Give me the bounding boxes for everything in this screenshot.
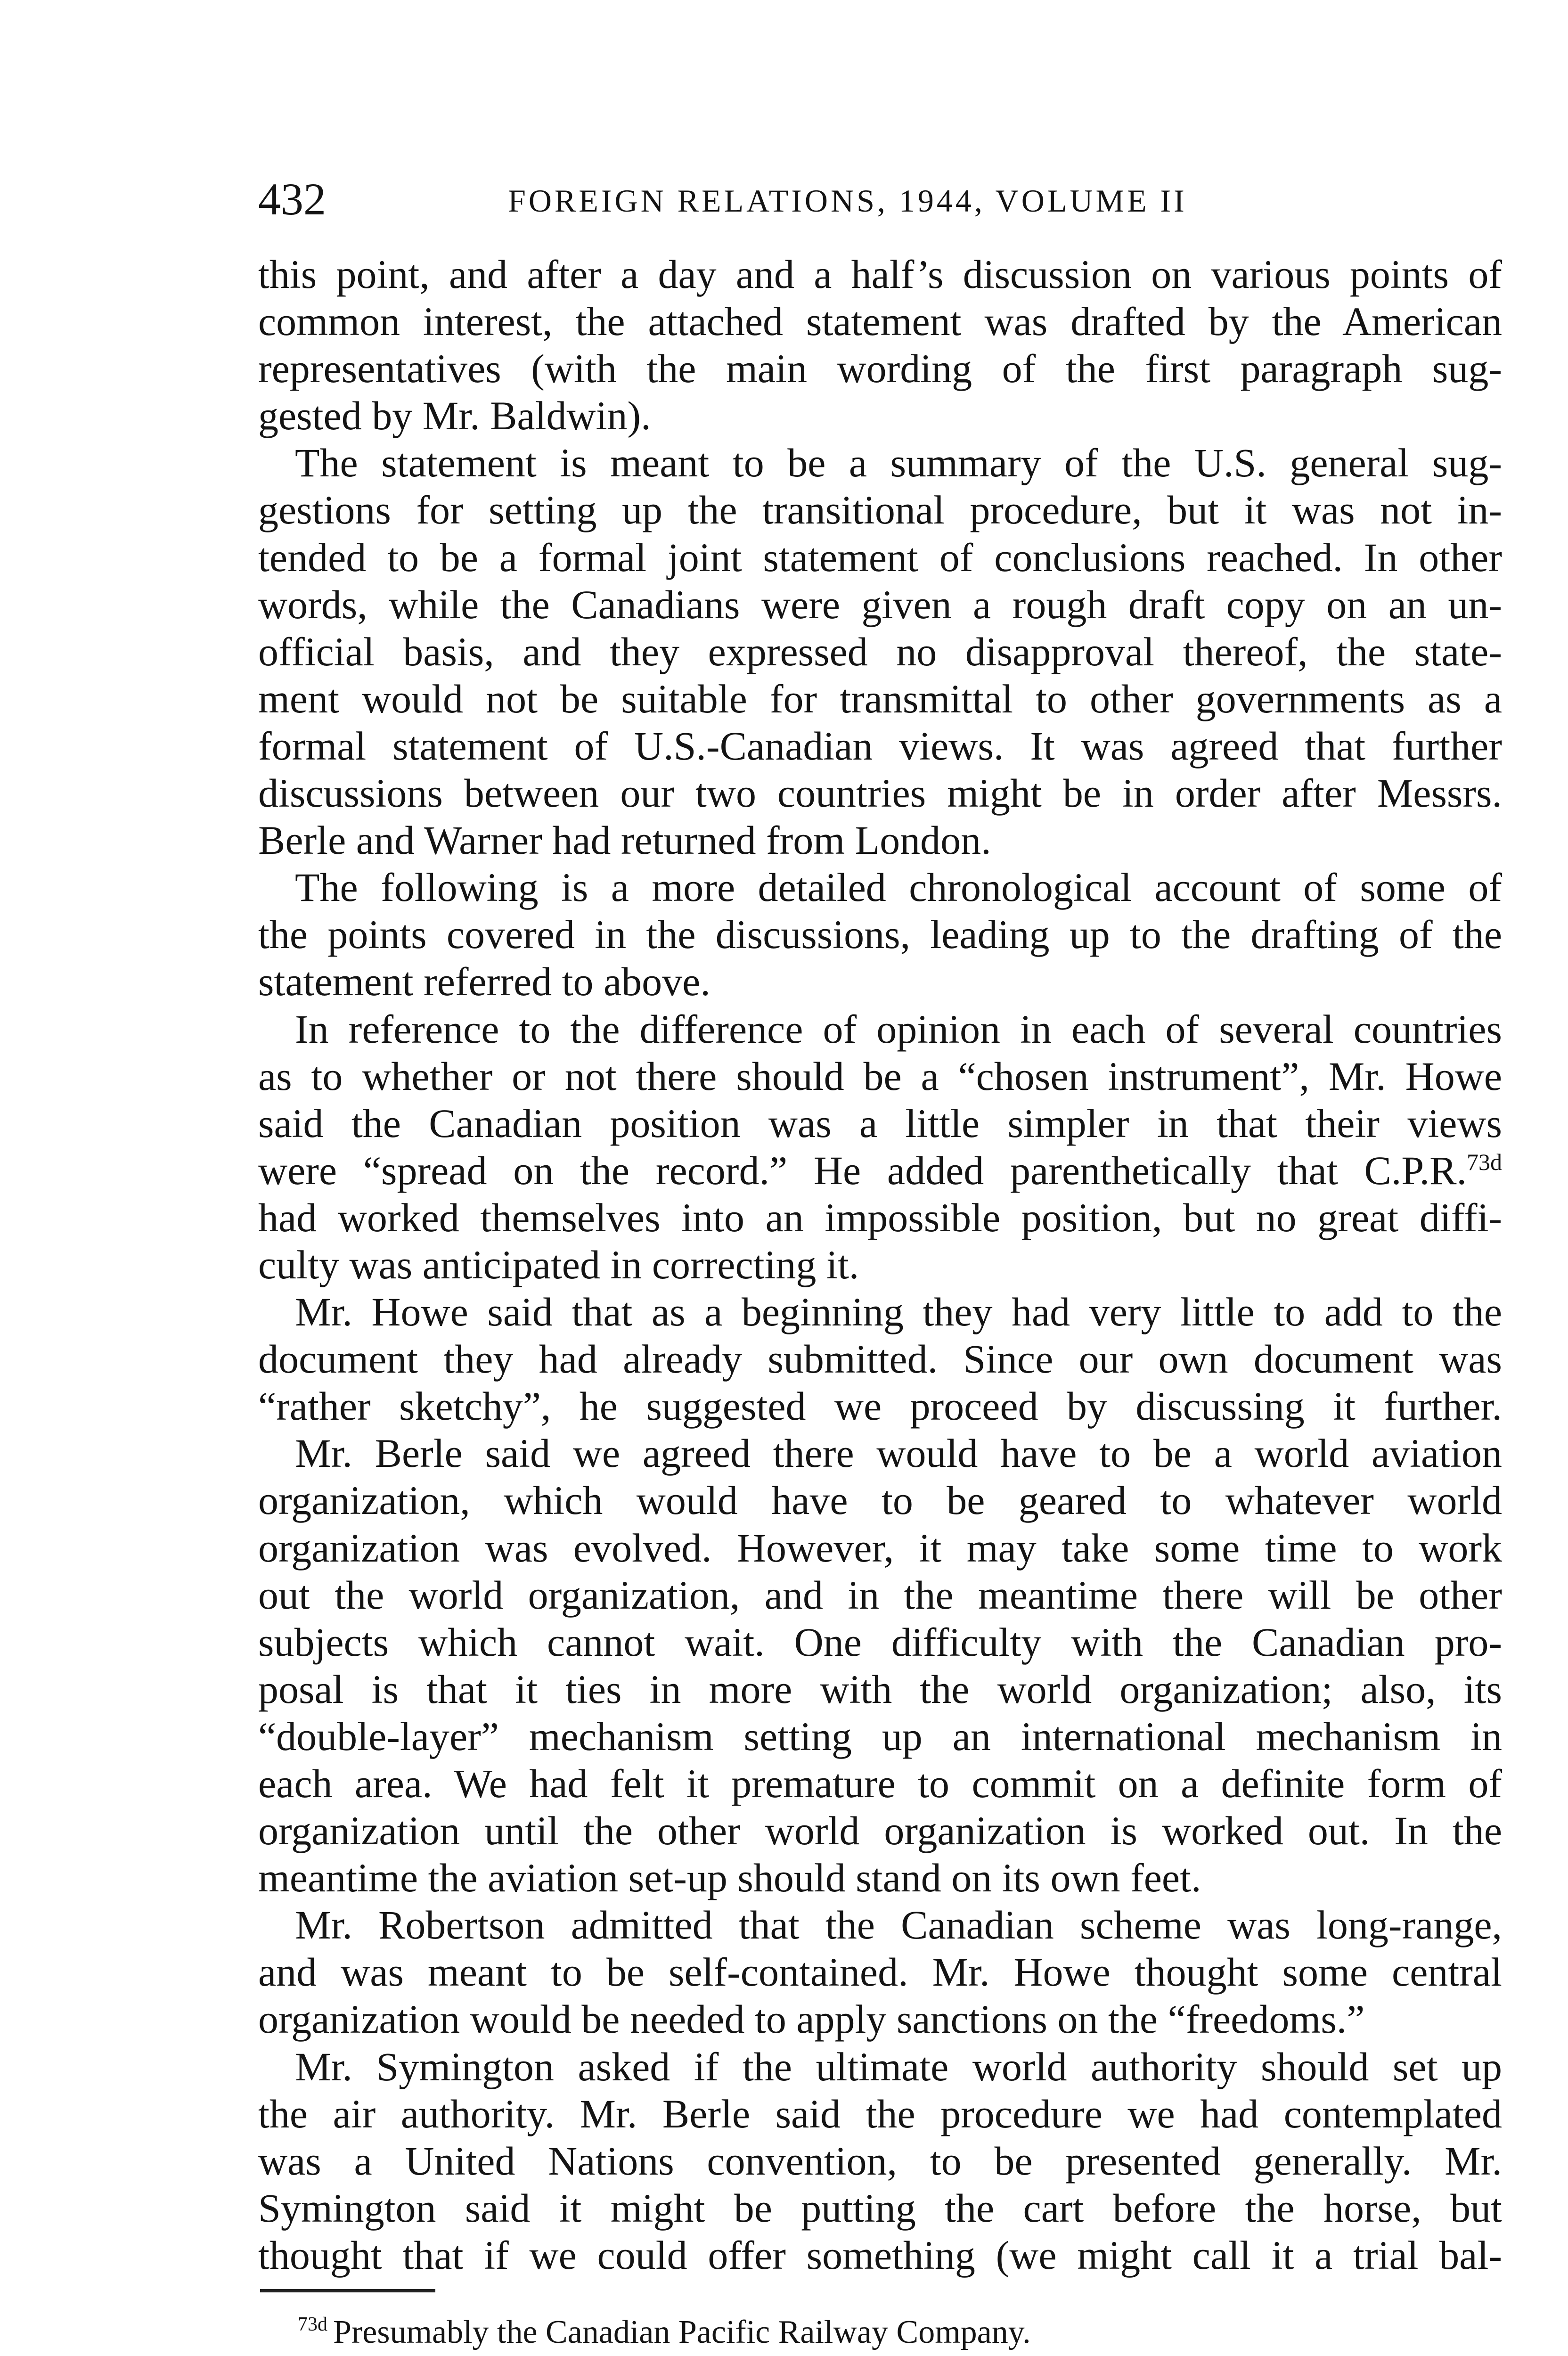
text-line: organization, which would have to be geared to whatever world (258, 1478, 1502, 1523)
text-line: document they had already submitted. Since our own document was (258, 1336, 1502, 1382)
text-line: Mr. Howe said that as a beginning they had very little to add to the (295, 1289, 1502, 1335)
text-line: the points covered in the discussions, leading up to the drafting of the (258, 912, 1502, 957)
text-line: representatives (with the main wording of the first paragraph sug- (258, 346, 1502, 392)
text-line: had worked themselves into an impossible position, but no great diffi- (258, 1194, 1502, 1240)
text-line: tended to be a formal joint statement of conclusions reached. In other (258, 534, 1502, 580)
text-line-with-note (258, 1147, 1502, 1194)
footnote-reference: 73d (1467, 1148, 1502, 1175)
text-line: Mr. Symington asked if the ultimate world authority should set up (295, 2044, 1502, 2089)
text-line: Symington said it might be putting the cart before the horse, but (258, 2185, 1502, 2231)
text-line: subjects which cannot wait. One difficulty with the Canadian pro- (258, 1619, 1502, 1665)
text-line: statement referred to above. (258, 959, 710, 1005)
text-line: as to whether or not there should be a “chosen instrument”, Mr. Howe (258, 1053, 1502, 1099)
text-line: this point, and after a day and a half’s discussion on various points of (258, 252, 1502, 297)
text-line: discussions between our two countries might be in order after Messrs. (258, 770, 1502, 816)
text-line: common interest, the attached statement was drafted by the American (258, 299, 1502, 344)
text-line: Berle and Warner had returned from London. (258, 818, 991, 863)
text-line: “double-layer” mechanism setting up an international mechanism in (258, 1713, 1502, 1759)
footnote-text: Presumably the Canadian Pacific Railway Company. (333, 2314, 1031, 2350)
text-line: ment would not be suitable for transmittal to other governments as a (258, 676, 1502, 721)
text-line: organization was evolved. However, it may take some time to work (258, 1525, 1502, 1571)
text-line: In reference to the difference of opinion in each of several countries (295, 1006, 1502, 1052)
text-line: was a United Nations convention, to be presented generally. Mr. (258, 2138, 1502, 2184)
text-line: out the world organization, and in the meantime there will be other (258, 1572, 1502, 1618)
body-text (258, 251, 1502, 2279)
text-line: “rather sketchy”, he suggested we proceed by discussing it further. (258, 1383, 1502, 1429)
text-line: each area. We had felt it premature to commit on a definite form of (258, 1761, 1502, 1806)
footnote-mark: 73d (298, 2314, 327, 2335)
page-header (258, 173, 1502, 225)
text-line: organization would be needed to apply sanctions on the “freedoms.” (258, 1996, 1365, 2042)
text-line: thought that if we could offer something (we might call it a trial bal- (258, 2232, 1502, 2278)
page-number: 432 (258, 174, 326, 224)
text-line: The statement is meant to be a summary of the U.S. general sug- (295, 440, 1502, 486)
text-line: official basis, and they expressed no disapproval thereof, the state- (258, 629, 1502, 674)
text-line: The following is a more detailed chronological account of some of (295, 865, 1502, 910)
text-line: organization until the other world organization is worked out. In the (258, 1808, 1502, 1854)
footnote (298, 2309, 1031, 2356)
text-line: posal is that it ties in more with the world organization; also, its (258, 1666, 1502, 1712)
text-line: and was meant to be self-contained. Mr. Howe thought some central (258, 1949, 1502, 1995)
text-line: gested by Mr. Baldwin). (258, 393, 651, 439)
footnote-divider (260, 2289, 435, 2292)
text-line: Mr. Robertson admitted that the Canadian scheme was long-range, (295, 1902, 1502, 1948)
text-line: said the Canadian position was a little simpler in that their views (258, 1100, 1502, 1146)
text-line: words, while the Canadians were given a rough draft copy on an un- (258, 581, 1502, 627)
running-title: FOREIGN RELATIONS, 1944, VOLUME II (508, 183, 1187, 219)
text-line: culty was anticipated in correcting it. (258, 1242, 859, 1287)
text-line: meantime the aviation set-up should stand on its own feet. (258, 1855, 1201, 1901)
text-line: the air authority. Mr. Berle said the procedure we had contemplated (258, 2091, 1502, 2136)
text-line: were “spread on the record.” He added parenthetically that C.P.R. (258, 1147, 1467, 1193)
text-line: Mr. Berle said we agreed there would have to be a world aviation (295, 1431, 1502, 1476)
text-line: formal statement of U.S.-Canadian views. It was agreed that further (258, 723, 1502, 769)
text-line: gestions for setting up the transitional procedure, but it was not in- (258, 487, 1502, 533)
